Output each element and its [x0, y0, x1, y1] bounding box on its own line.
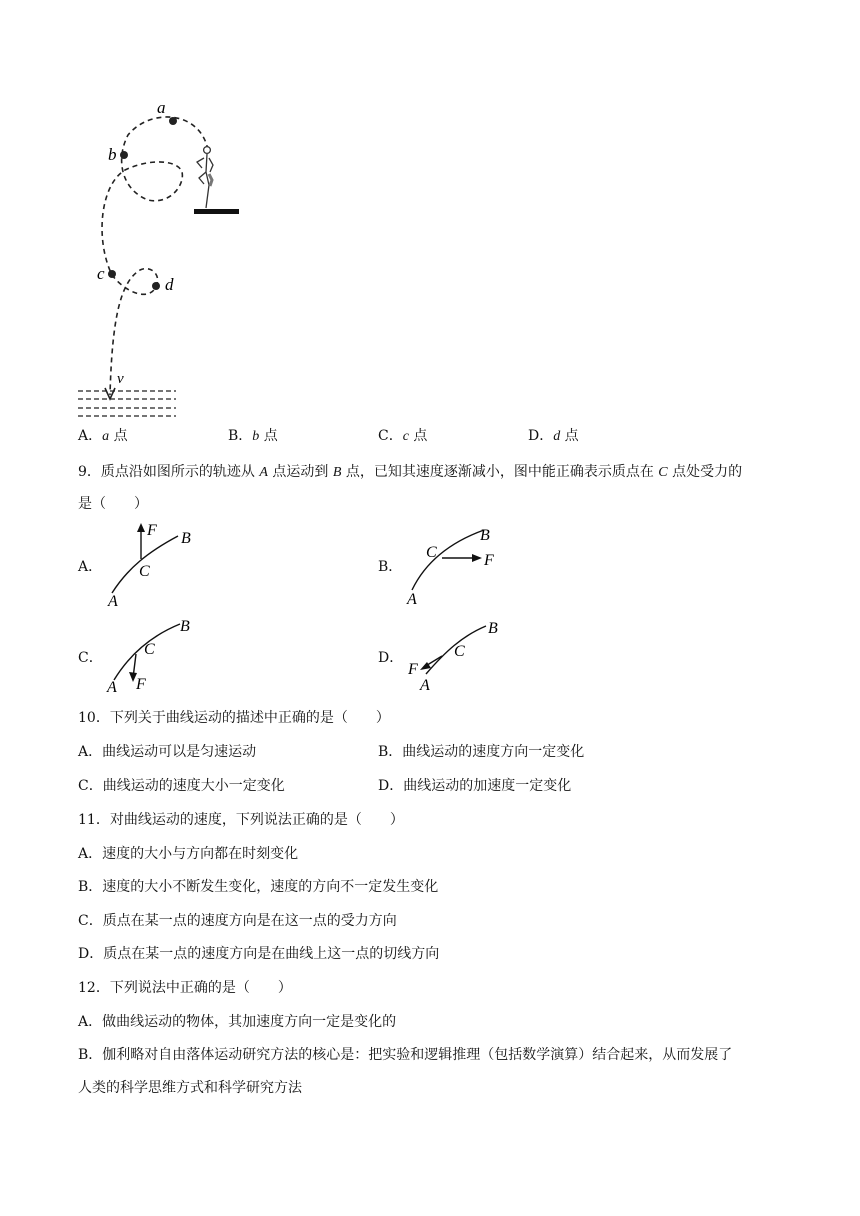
q10-option-b[interactable]: B．曲线运动的速度方向一定变化: [378, 744, 585, 760]
svg-text:C: C: [454, 643, 465, 660]
q11-option-c[interactable]: C．质点在某一点的速度方向是在这一点的受力方向: [78, 913, 397, 929]
svg-text:B: B: [181, 530, 191, 547]
label-b: b: [108, 145, 117, 164]
svg-text:C: C: [139, 563, 150, 580]
q8-option-b[interactable]: B．b 点: [228, 428, 278, 444]
svg-text:A: A: [107, 679, 117, 696]
q9-stem-line1: 9．质点沿如图所示的轨迹从 A 点运动到 B 点，已知其速度逐渐减小，图中能正确表示质点在 C 点处受力的: [78, 464, 743, 480]
svg-text:F: F: [408, 661, 418, 678]
label-v: v: [117, 371, 124, 387]
q9-option-a-letter[interactable]: A．: [78, 559, 103, 575]
q9-option-d-diagram: [400, 612, 520, 697]
label-d: d: [165, 275, 174, 294]
q12-option-b-line1[interactable]: B．伽利略对自由落体运动研究方法的核心是：把实验和逻辑推理（包括数学演算）结合起来，从而发展了: [78, 1047, 733, 1063]
diving-platform: [194, 209, 239, 214]
svg-text:B: B: [488, 620, 498, 637]
q10-stem: 10．下列关于曲线运动的描述中正确的是（ ）: [78, 710, 390, 726]
trajectory-path: [102, 117, 208, 395]
q11-option-a[interactable]: A．速度的大小与方向都在时刻变化: [78, 846, 299, 862]
q9-option-a-diagram: [100, 518, 210, 610]
q11-option-d[interactable]: D．质点在某一点的速度方向是在曲线上这一点的切线方向: [78, 946, 440, 962]
q9-stem-line2: 是（ ）: [78, 496, 148, 512]
svg-text:F: F: [147, 522, 157, 539]
svg-text:A: A: [420, 677, 430, 694]
point-c: [108, 270, 116, 278]
q8-option-d[interactable]: D．d 点: [528, 428, 579, 444]
svg-text:C: C: [426, 544, 437, 561]
svg-text:C: C: [144, 641, 155, 658]
point-a: [169, 117, 177, 125]
q10-option-c[interactable]: C．曲线运动的速度大小一定变化: [78, 778, 285, 794]
svg-text:F: F: [484, 552, 494, 569]
svg-text:B: B: [480, 527, 490, 544]
q11-stem: 11．对曲线运动的速度，下列说法正确的是（ ）: [78, 812, 404, 828]
svg-text:A: A: [407, 591, 417, 608]
svg-text:A: A: [108, 593, 118, 610]
q9-option-b-letter[interactable]: B．: [378, 559, 403, 575]
label-c: c: [97, 264, 105, 283]
label-a: a: [157, 98, 166, 117]
q10-option-a[interactable]: A．曲线运动可以是匀速运动: [78, 744, 257, 760]
q9-option-d-letter[interactable]: D．: [378, 650, 404, 666]
q10-option-d[interactable]: D．曲线运动的加速度一定变化: [378, 778, 572, 794]
q9-option-b-diagram: [400, 518, 520, 610]
q12-stem: 12．下列说法中正确的是（ ）: [78, 980, 292, 996]
point-b: [120, 151, 128, 159]
q12-option-b-line2[interactable]: 人类的科学思维方式和科学研究方法: [78, 1080, 302, 1096]
svg-text:B: B: [180, 618, 190, 635]
q12-option-a[interactable]: A．做曲线运动的物体，其加速度方向一定是变化的: [78, 1014, 397, 1030]
q8-option-a[interactable]: A．a 点: [78, 428, 128, 444]
q9-option-c-letter[interactable]: C．: [78, 650, 103, 666]
q11-option-b[interactable]: B．速度的大小不断发生变化，速度的方向不一定发生变化: [78, 879, 439, 895]
q8-option-c[interactable]: C．c 点: [378, 428, 428, 444]
svg-text:F: F: [136, 676, 146, 693]
diver-figure: [197, 147, 213, 208]
q9-option-c-diagram: [100, 612, 210, 697]
water-surface: [78, 391, 176, 416]
point-d: [152, 282, 160, 290]
diver-trajectory-figure: [70, 95, 260, 430]
